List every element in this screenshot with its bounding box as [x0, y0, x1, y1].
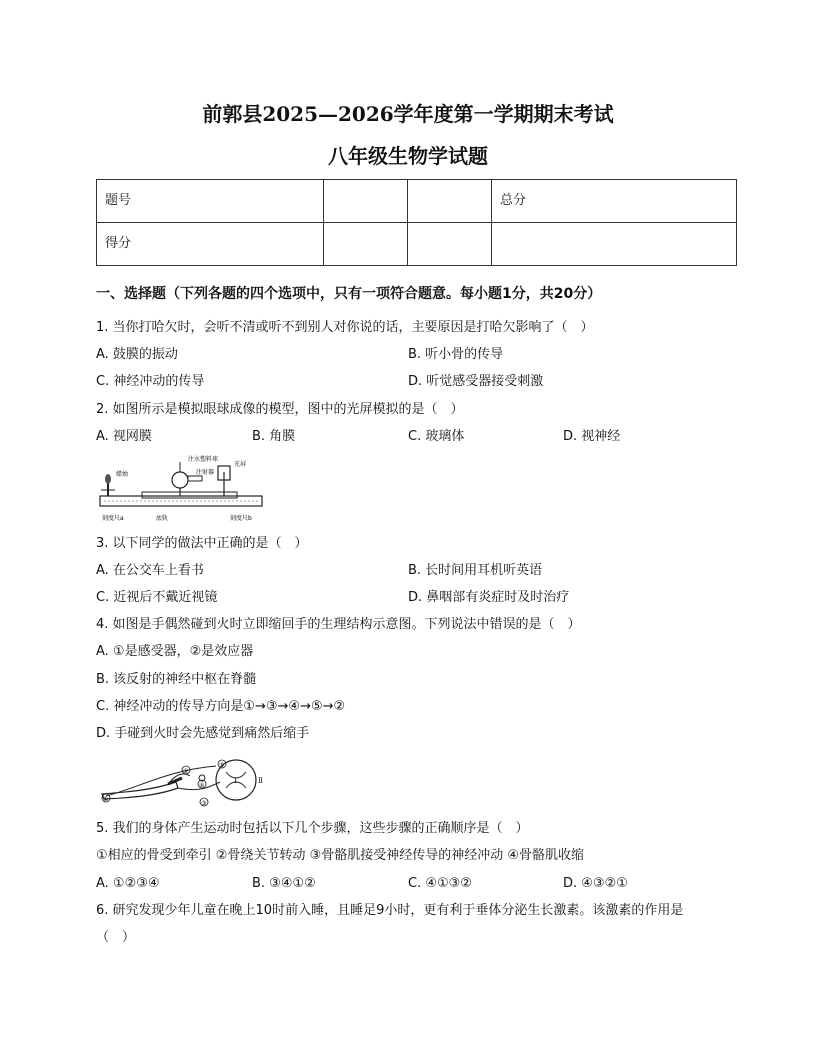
option-b: B. ③④①② [252, 876, 316, 891]
option-b: B. 长时间用耳机听英语 [408, 563, 543, 578]
figure-label: 底轨 [156, 515, 169, 522]
figure-label: Ⅱ [258, 777, 263, 785]
option-d: D. ④③②① [563, 876, 628, 891]
figure-label: ④ [199, 782, 205, 789]
table-cell: 总分 [492, 180, 737, 223]
option-c: C. 神经冲动的传导方向是①→③→④→⑤→② [96, 699, 346, 714]
figure-label: 注水塑料球 [188, 456, 219, 463]
option-b: B. 该反射的神经中枢在脊髓 [96, 672, 257, 687]
option-c: C. ④①③② [408, 876, 472, 891]
option-b: B. 角膜 [252, 429, 296, 444]
question-stem: 3. 以下同学的做法中正确的是（ ） [96, 536, 308, 551]
table-cell: 得分 [97, 223, 324, 266]
figure-label: 注射器 [196, 469, 215, 476]
option-d: D. 手碰到火时会先感觉到痛然后缩手 [96, 726, 310, 741]
option-a: A. 鼓膜的振动 [96, 347, 178, 362]
question-stem: 4. 如图是手偶然碰到火时立即缩回手的生理结构示意图。下列说法中错误的是（ ） [96, 617, 581, 632]
question-extra: ①相应的骨受到牵引 ②骨绕关节转动 ③骨骼肌接受神经传导的神经冲动 ④骨骼肌收缩 [96, 848, 585, 863]
question-stem: 5. 我们的身体产生运动时包括以下几个步骤，这些步骤的正确顺序是（ ） [96, 821, 529, 836]
option-d: D. 视神经 [563, 429, 621, 444]
exam-title: 前郭县2025—2026学年度第一学期期末考试 [202, 102, 614, 126]
figure-label: 刻度尺a [102, 515, 124, 522]
question-stem: 6. 研究发现少年儿童在晚上10时前入睡，且睡足9小时，更有利于垂体分泌生长激素。该激素的作用是 [96, 903, 684, 918]
question-stem: 1. 当你打哈欠时，会听不清或听不到别人对你说的话，主要原因是打哈欠影响了（ ） [96, 320, 594, 335]
table-row [97, 223, 737, 266]
table-cell [408, 223, 492, 266]
figure-label: ② [183, 768, 189, 775]
reflex-arc-figure [98, 752, 268, 810]
figure-label: ① [103, 796, 109, 803]
table-cell: 题号 [97, 180, 324, 223]
option-c: C. 神经冲动的传导 [96, 374, 205, 389]
figure-label: Ⅰ [234, 777, 237, 785]
option-a: A. ①是感受器，②是效应器 [96, 644, 254, 659]
figure-label: 光屏 [234, 461, 247, 468]
option-a: A. 在公交车上看书 [96, 563, 204, 578]
question-stem-continued: （ ） [96, 930, 136, 945]
option-d: D. 听觉感受器接受刺激 [408, 374, 544, 389]
option-a: A. 视网膜 [96, 429, 152, 444]
option-d: D. 鼻咽部有炎症时及时治疗 [408, 590, 570, 605]
eye-model-figure [98, 452, 268, 526]
table-cell [324, 223, 408, 266]
table-cell [408, 180, 492, 223]
option-a: A. ①②③④ [96, 876, 160, 891]
table-cell [324, 180, 408, 223]
figure-label: ⑤ [219, 762, 225, 769]
exam-subtitle: 八年级生物学试题 [328, 144, 488, 168]
option-b: B. 听小骨的传导 [408, 347, 504, 362]
table-row [97, 180, 737, 223]
question-stem: 2. 如图所示是模拟眼球成像的模型，图中的光屏模拟的是（ ） [96, 402, 464, 417]
table-cell [492, 223, 737, 266]
option-c: C. 近视后不戴近视镜 [96, 590, 218, 605]
figure-label: ③ [201, 800, 207, 807]
figure-label: 蜡烛 [116, 471, 129, 478]
figure-label: 刻度尺b [230, 515, 252, 522]
score-table [96, 179, 737, 266]
section-heading: 一、选择题（下列各题的四个选项中，只有一项符合题意。每小题1分，共20分） [96, 286, 602, 302]
option-c: C. 玻璃体 [408, 429, 465, 444]
